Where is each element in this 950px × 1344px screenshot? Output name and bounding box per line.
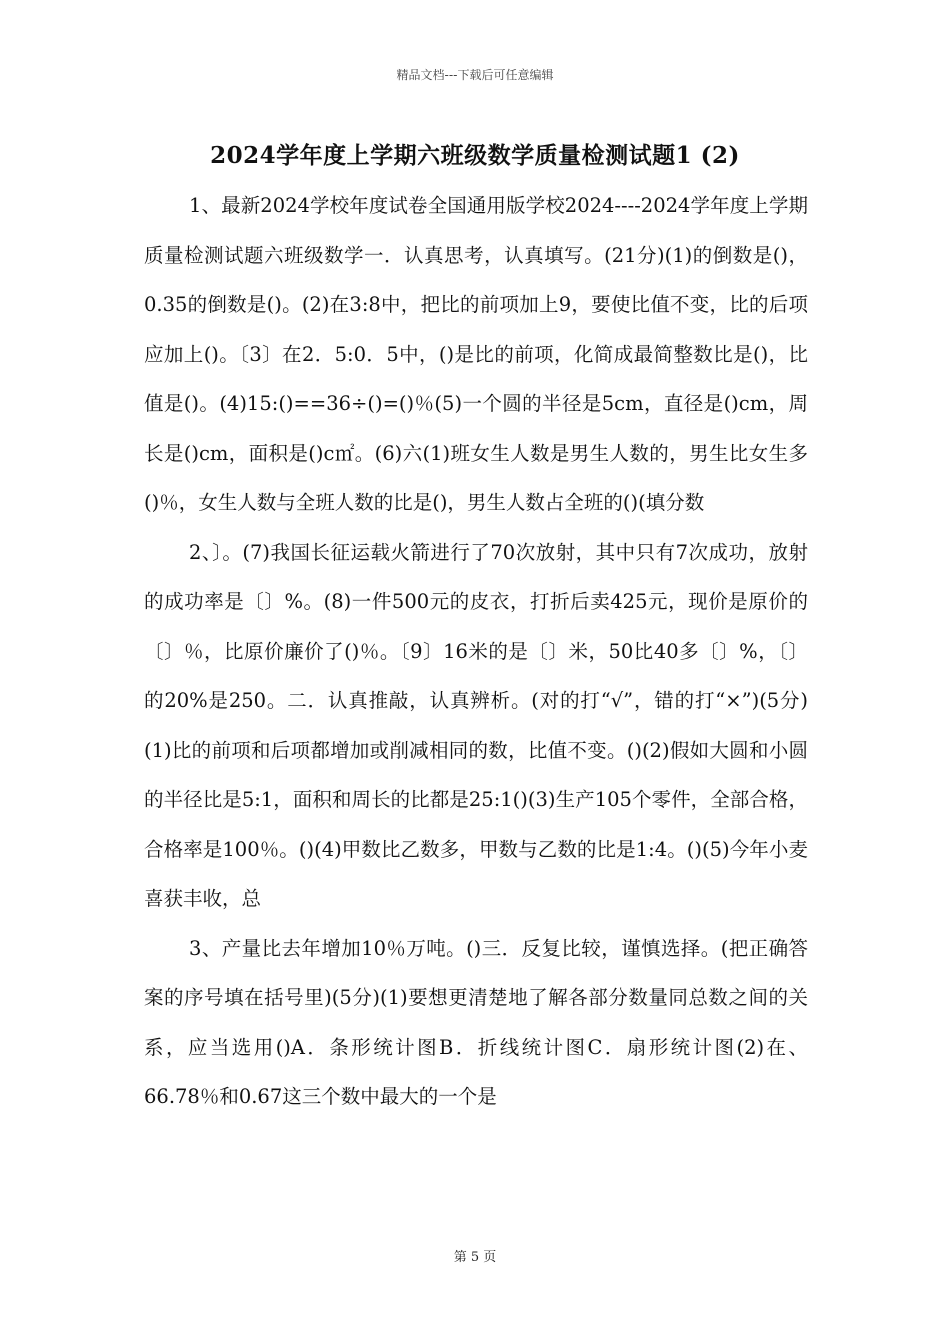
page-header: 精品文档---下载后可任意编辑 [396, 68, 554, 82]
paragraph-1: 1、最新2024学校年度试卷全国通用版学校2024----2024学年度上学期质量检测试题六班级数学一．认真思考，认真填写。(21分)(1)的倒数是()，0.35的倒数是()。(2)在3:8中，把比的前项加上9，要使比值不变，比的后项应加上()。〔3〕在2．5:0．5中，()是比的前项，化简成最简整数比是()，比值是()。(4)15:()==36÷()=()％(5)一个圆的半径是5cm，直径是()cm，周长是()cm，面积是()c㎡。(6)六(1)班女生人数是男生人数的，男生比女生多()％，女生人数与全班人数的比是()，男生人数占全班的()(填分数 [144, 194, 808, 514]
page-number: 第 5 页 [453, 1250, 497, 1265]
document-title: 2024学年度上学期六班级数学质量检测试题1 (2) [210, 142, 740, 169]
paragraph-2: 2、〕。(7)我国长征运载火箭进行了70次放射，其中只有7次成功，放射的成功率是〔〕%。(8)一件500元的皮衣，打折后卖425元，现价是原价的〔〕％，比原价廉价了()％。〔9〕16米的是〔〕米，50比40多〔〕%，〔〕的20%是250。二．认真推敲，认真辨析。(对的打“√”，错的打“×”)(5分)(1)比的前项和后项都增加或削减相同的数，比值不变。()(2)假如大圆和小圆的半径比是5:1，面积和周长的比都是25:1()(3)生产105个零件，全部合格，合格率是100％。()(4)甲数比乙数多，甲数与乙数的比是1:4。()(5)今年小麦喜获丰收，总 [144, 540, 808, 910]
document-body [144, 181, 808, 1122]
paragraph-3: 3、产量比去年增加10％万吨。()三．反复比较，谨慎选择。(把正确答案的序号填在括号里)(5分)(1)要想更清楚地了解各部分数量同总数之间的关系，应当选用()A．条形统计图B．折线统计图C．扇形统计图(2)在、66.78％和0.67这三个数中最大的一个是 [144, 936, 808, 1108]
